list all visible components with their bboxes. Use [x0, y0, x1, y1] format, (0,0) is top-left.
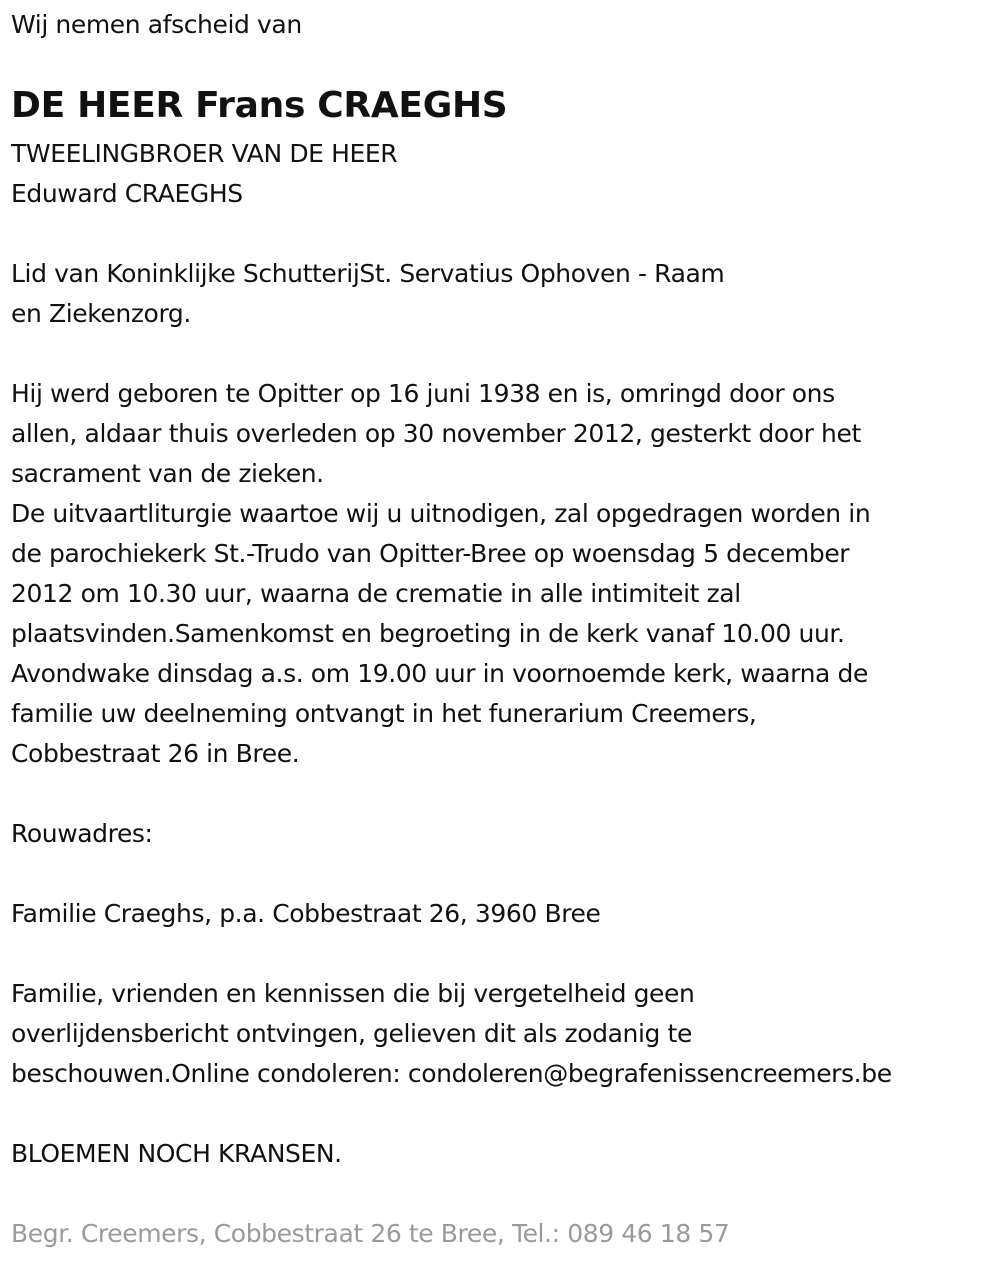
funeral-details — [11, 374, 870, 774]
details-line: plaatsvinden.Samenkomst en begroeting in de kerk vanaf 10.00 uur. — [11, 619, 845, 648]
intro-text: Wij nemen afscheid van — [11, 10, 302, 39]
membership-block — [11, 254, 724, 334]
details-line: allen, aldaar thuis overleden op 30 november 2012, gesterkt door het — [11, 419, 861, 448]
details-line: 2012 om 10.30 uur, waarna de crematie in alle intimiteit zal — [11, 579, 741, 608]
notice-line: beschouwen.Online condoleren: condoleren@begrafenissencreemers.be — [11, 1059, 892, 1088]
details-line: Hij werd geboren te Opitter op 16 juni 1938 en is, omringd door ons — [11, 379, 835, 408]
membership-line: en Ziekenzorg. — [11, 299, 191, 328]
details-line: Cobbestraat 26 in Bree. — [11, 739, 300, 768]
details-line: sacrament van de zieken. — [11, 459, 324, 488]
notice-line: Familie, vrienden en kennissen die bij vergetelheid geen — [11, 979, 695, 1008]
details-line: Avondwake dinsdag a.s. om 19.00 uur in voornoemde kerk, waarna de — [11, 659, 868, 688]
relation-line: TWEELINGBROER VAN DE HEER — [11, 139, 398, 168]
notice-line: overlijdensbericht ontvingen, gelieven dit als zodanig te — [11, 1019, 692, 1048]
membership-line: Lid van Koninklijke SchutterijSt. Servatius Ophoven - Raam — [11, 259, 725, 288]
details-line: de parochiekerk St.-Trudo van Opitter-Bree op woensdag 5 december — [11, 539, 850, 568]
relation-block — [11, 134, 397, 214]
mourning-address: Familie Craeghs, p.a. Cobbestraat 26, 3960 Bree — [11, 899, 601, 928]
funeral-home-footer: Begr. Creemers, Cobbestraat 26 te Bree, Tel.: 089 46 18 57 — [11, 1219, 730, 1248]
relation-line: Eduward CRAEGHS — [11, 179, 243, 208]
deceased-name: DE HEER Frans CRAEGHS — [11, 85, 508, 126]
flowers-notice: BLOEMEN NOCH KRANSEN. — [11, 1139, 342, 1168]
mourning-address-label: Rouwadres: — [11, 819, 153, 848]
details-line: De uitvaartliturgie waartoe wij u uitnodigen, zal opgedragen worden in — [11, 499, 871, 528]
condolence-notice — [11, 974, 892, 1094]
details-line: familie uw deelneming ontvangt in het funerarium Creemers, — [11, 699, 757, 728]
